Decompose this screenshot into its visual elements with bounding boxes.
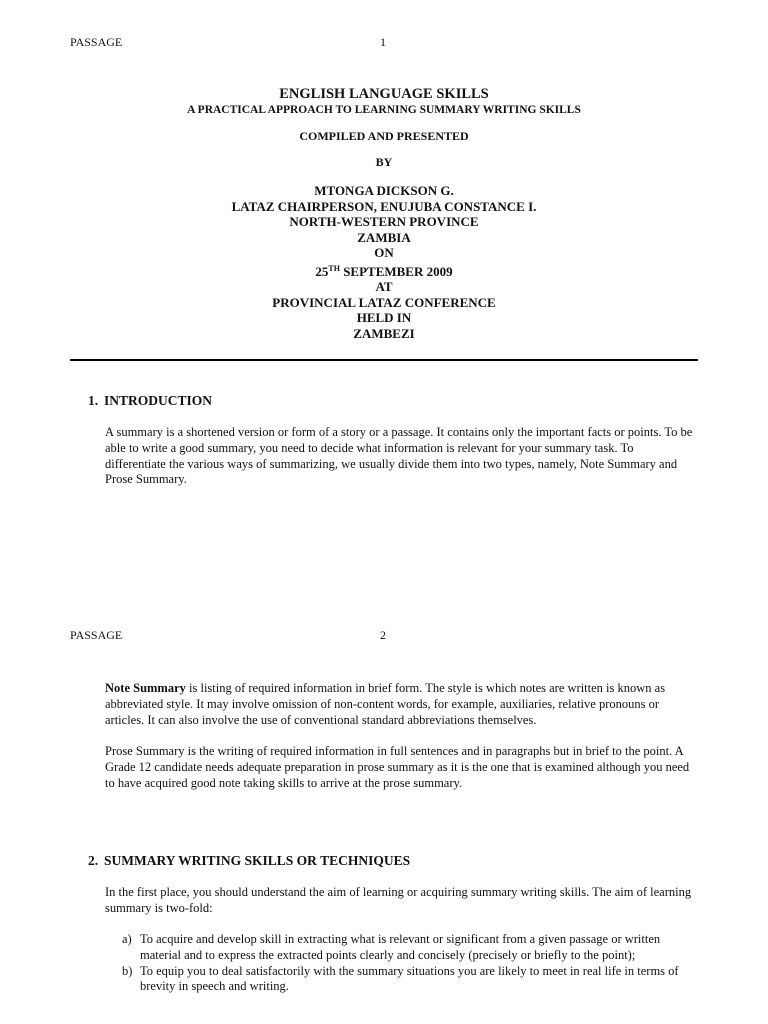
intro-paragraph: A summary is a shortened version or form of a story or a passage. It contains only the important facts or points. To be able to write a good summary, you need to decide what information is relevant for your summary task. To differentiate the various ways of summarizing, we usually divide them into two types, namely, Note Summary and Prose Summary.: [105, 425, 693, 487]
list-marker: b): [122, 963, 133, 978]
author-2: LATAZ CHAIRPERSON, ENUJUBA CONSTANCE I.: [231, 198, 537, 214]
country-line: ZAMBIA: [357, 229, 411, 245]
section1-number: 1.: [88, 393, 99, 408]
page1-header-label: PASSAGE: [70, 35, 123, 49]
list-item: [122, 932, 698, 964]
held-in-line: HELD IN: [356, 310, 412, 325]
note-summary-paragraph: [105, 681, 697, 728]
date-line: [0, 261, 768, 280]
page2-header-label: PASSAGE: [70, 628, 123, 642]
by-line: BY: [375, 155, 393, 169]
section1-title: INTRODUCTION: [104, 393, 213, 408]
at-line: AT: [375, 279, 393, 294]
section2-intro: In the first place, you should understand the aim of learning or acquiring summary writing skills. The aim of learning summary is two-fold:: [105, 885, 692, 915]
section1-heading: [88, 393, 212, 409]
note-summary-text: is listing of required information in brief form. The style is which notes are written is known as abbreviated style. It may involve omission of non-content words, for example, auxiliaries, relative pronouns or articles. It can also involve the use of conventional standard abbreviations themselves.: [105, 681, 666, 727]
event-line: PROVINCIAL LATAZ CONFERENCE: [272, 294, 496, 310]
note-summary-term: Note Summary: [105, 681, 186, 695]
compiled-line: COMPILED AND PRESENTED: [299, 129, 469, 143]
date-suffix: TH: [328, 263, 340, 273]
on-line: ON: [374, 245, 394, 260]
section2-title: SUMMARY WRITING SKILLS OR TECHNIQUES: [104, 853, 411, 868]
page2-page-number: 2: [380, 628, 386, 642]
author-1: MTONGA DICKSON G.: [314, 183, 454, 198]
section2-heading: [88, 853, 410, 869]
aims-list: [122, 932, 698, 995]
date-rest: SEPTEMBER 2009: [339, 263, 453, 279]
page1-page-number: 1: [380, 35, 386, 49]
date-day: 25: [315, 263, 329, 279]
list-item-text: To acquire and develop skill in extracting what is relevant or significant from a given passage or written material and to express the extracted points clearly and concisely (precisely or briefly to the point);: [140, 932, 661, 962]
place-line: ZAMBEZI: [353, 325, 415, 341]
section2-number: 2.: [88, 853, 99, 868]
list-marker: a): [122, 932, 132, 946]
list-item-text: To equip you to deal satisfactorily with the summary situations you are likely to meet in real life in terms of brevity in speech and writing.: [140, 963, 679, 994]
title-block: [0, 86, 768, 341]
document-title: ENGLISH LANGUAGE SKILLS: [279, 86, 489, 102]
province-line: NORTH-WESTERN PROVINCE: [289, 214, 479, 229]
prose-summary-paragraph: Prose Summary is the writing of required information in full sentences and in paragraphs but in brief to the point. A Grade 12 candidate needs adequate preparation in prose summary as it is the one that is examined although you need to have acquired good note taking skills to arrive at the prose summary.: [105, 744, 690, 790]
list-item: [122, 964, 698, 996]
horizontal-rule: [70, 359, 698, 361]
document-subtitle: A PRACTICAL APPROACH TO LEARNING SUMMARY WRITING SKILLS: [187, 104, 581, 116]
